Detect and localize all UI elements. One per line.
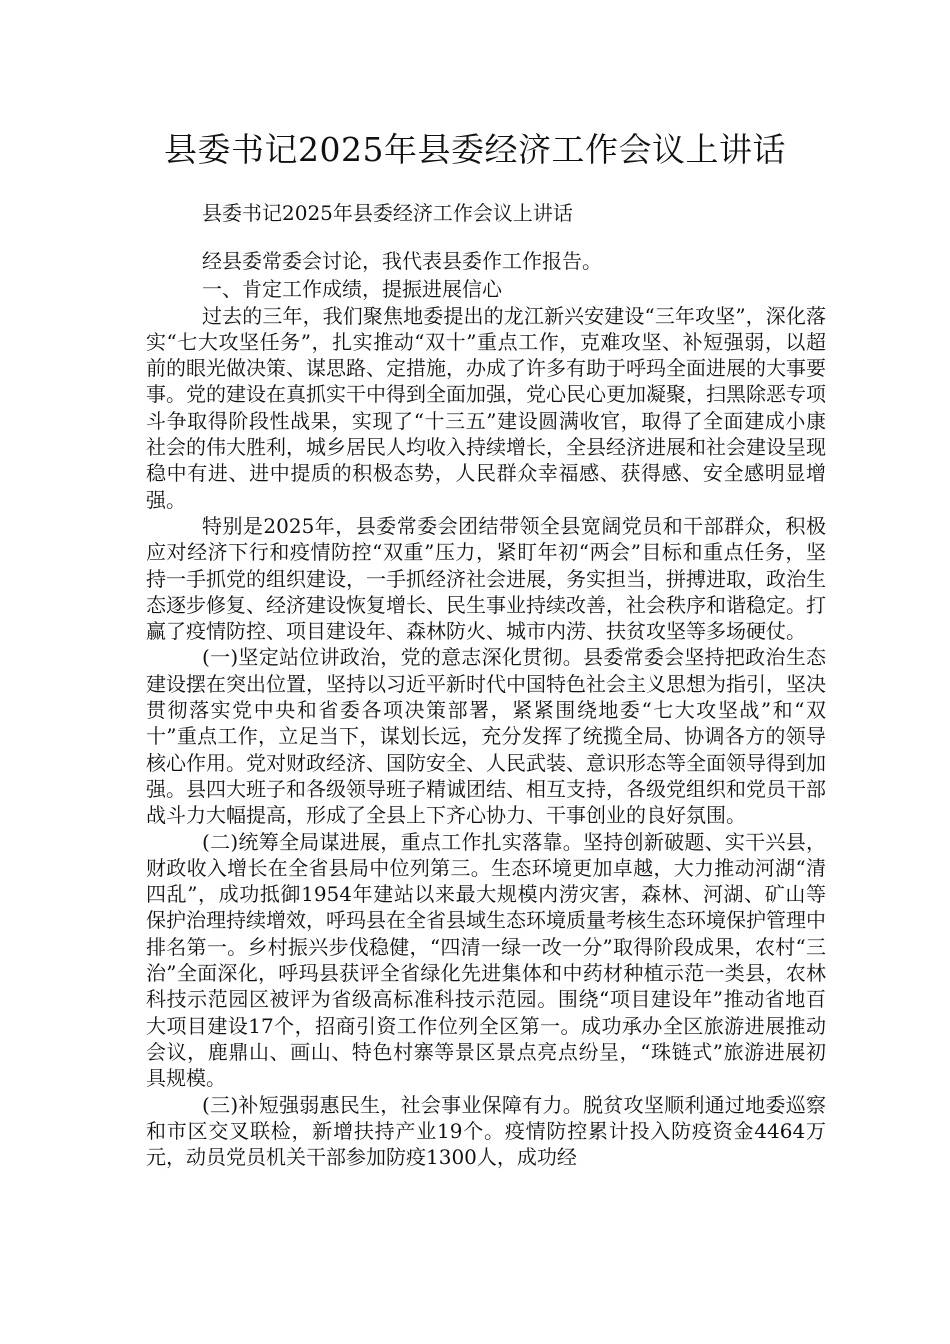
- body-paragraph: (三)补短强弱惠民生，社会事业保障有力。脱贫攻坚顺利通过地委巡察和市区交叉联检，新增扶持产业19个。疫情防控累计投入防疫资金4464万元，动员党员机关干部参加防疫1300人，成功经: [146, 1092, 826, 1170]
- body-paragraph: 过去的三年，我们聚焦地委提出的龙江新兴安建设“三年攻坚”，深化落实“七大攻坚任务”，扎实推动“双十”重点工作，克难攻坚、补短强弱，以超前的眼光做决策、谋思路、定措施，办成了许多有助于呼玛全面进展的大事要事。党的建设在真抓实干中得到全面加强，党心民心更加凝聚，扫黑除恶专项斗争取得阶段性战果，实现了“十三五”建设圆满收官，取得了全面建成小康社会的伟大胜利，城乡居民人均收入持续增长，全县经济进展和社会建设呈现稳中有进、进中提质的积极态势，人民群众幸福感、获得感、安全感明显增强。: [146, 303, 826, 512]
- document-title: 县委书记2025年县委经济工作会议上讲话: [164, 130, 786, 169]
- body-paragraph: 特别是2025年，县委常委会团结带领全县宽阔党员和干部群众，积极应对经济下行和疫情防控“双重”压力，紧盯年初“两会”目标和重点任务，坚持一手抓党的组织建设，一手抓经济社会进展，务实担当，拼搏进取，政治生态逐步修复、经济建设恢复增长、民生事业持续改善，社会秩序和谐稳定。打赢了疫情防控、项目建设年、森林防火、城市内涝、扶贫攻坚等多场硬仗。: [146, 513, 826, 644]
- body-paragraph: (一)坚定站位讲政治，党的意志深化贯彻。县委常委会坚持把政治生态建设摆在突出位置，坚持以习近平新时代中国特色社会主义思想为指引，坚决贯彻落实党中央和省委各项决策部署，紧紧围绕地委“七大攻坚战”和“双十”重点工作，立足当下，谋划长远，充分发挥了统揽全局、协调各方的领导核心作用。党对财政经济、国防安全、人民武装、意识形态等全面领导得到加强。县四大班子和各级领导班子精诚团结、相互支持，各级党组织和党员干部战斗力大幅提高，形成了全县上下齐心协力、干事创业的良好氛围。: [146, 645, 826, 828]
- body-paragraph: (二)统筹全局谋进展，重点工作扎实落靠。坚持创新破题、实干兴县，财政收入增长在全省县局中位列第三。生态环境更加卓越，大力推动河湖“清四乱”，成功抵御1954年建站以来最大规模内涝灾害，森林、河湖、矿山等保护治理持续增效，呼玛县在全省县域生态环境质量考核生态环境保护管理中排名第一。乡村振兴步伐稳健，“四清一绿一改一分”取得阶段成果，农村“三治”全面深化，呼玛县获评全省绿化先进集体和中药材种植示范一类县，农林科技示范园区被评为省级高标准科技示范园。围绕“项目建设年”推动省地百大项目建设17个，招商引资工作位列全区第一。成功承办全区旅游进展推动会议，鹿鼎山、画山、特色村寨等景区景点亮点纷呈，“珠链式”旅游进展初具规模。: [146, 829, 826, 1091]
- section-heading: 一、肯定工作成绩，提振进展信心: [202, 277, 502, 302]
- document-subtitle: 县委书记2025年县委经济工作会议上讲话: [202, 201, 573, 225]
- body-paragraph-intro: 经县委常委会讨论，我代表县委作工作报告。: [202, 249, 602, 273]
- document-body: [146, 248, 826, 1170]
